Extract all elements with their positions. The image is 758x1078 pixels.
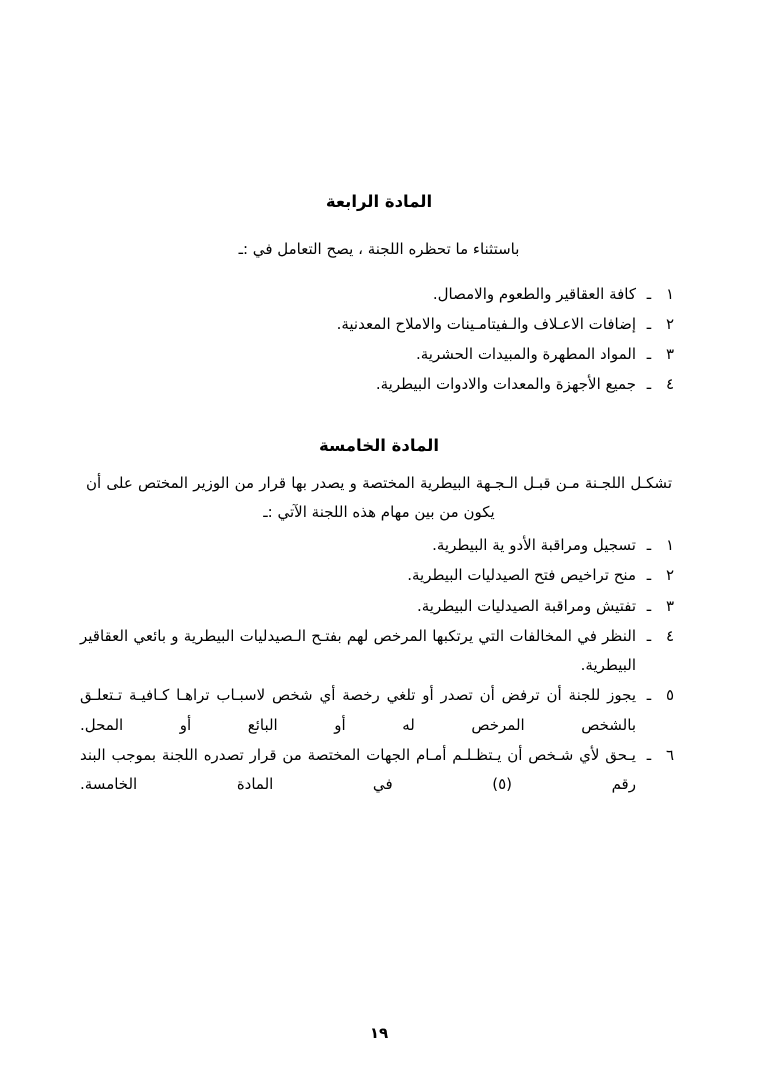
list-item-dash: ـ — [646, 626, 652, 645]
list-item — [80, 310, 678, 339]
list-item-number: ٢ — [665, 566, 675, 585]
list-item-dash: ـ — [646, 345, 652, 364]
list-item-number: ١ — [665, 536, 675, 555]
article-four-list — [80, 280, 678, 400]
list-item-dash: ـ — [646, 375, 652, 394]
list-item-dash: ـ — [646, 686, 652, 705]
article-four-intro: باستثناء ما تحظره اللجنة ، يصح التعامل في :ـ — [238, 240, 520, 259]
list-item-dash: ـ — [646, 314, 652, 333]
article-five-lead: تشكـل اللجـنة مـن قبـل الـجـهة البيطرية المختصة و يصدر بها قرار من الوزير المختص على أن يكون من بين مهام هذه اللجنة الآتي :ـ — [86, 473, 672, 521]
list-item-text: يـحق لأي شـخص أن يـتظـلـم أمـام الجهات المختصة من قرار تصدره اللجنة بموجب البند رقم (٥) في المادة الخامسة. — [80, 745, 636, 794]
list-item — [80, 592, 678, 621]
list-item-text: كافة العقاقير والطعوم والامصال. — [432, 284, 636, 303]
list-item-number: ٤ — [665, 626, 675, 645]
list-item — [80, 741, 678, 800]
list-item-number: ٤ — [665, 375, 675, 394]
list-item-dash: ـ — [646, 745, 652, 764]
list-item-dash: ـ — [646, 596, 652, 615]
list-item-number: ٣ — [665, 345, 675, 364]
list-item — [80, 280, 678, 309]
document-content — [80, 190, 678, 799]
list-item — [80, 531, 678, 560]
list-item-text: إضافات الاعـلاف والـفيتامـينات والاملاح المعدنية. — [336, 314, 636, 333]
list-item-text: تسجيل ومراقبة الأدو ية البيطرية. — [432, 536, 636, 555]
list-item — [80, 681, 678, 740]
list-item-text: تفتيش ومراقبة الصيدليات البيطرية. — [417, 596, 636, 615]
list-item-text: النظر في المخالفات التي يرتكبها المرخص لهم بفتـح الـصيدليات البيطرية و بائعي العقاقير البيطرية. — [80, 626, 636, 675]
list-item-dash: ـ — [646, 566, 652, 585]
list-item — [80, 340, 678, 369]
article-five-list — [80, 531, 678, 799]
list-item-number: ٦ — [665, 745, 675, 764]
list-item-dash: ـ — [646, 284, 652, 303]
list-item-number: ١ — [665, 284, 675, 303]
list-item-text: منح تراخيص فتح الصيدليات البيطرية. — [407, 566, 636, 585]
section-title-article-four: المادة الرابعة — [325, 192, 433, 211]
list-item — [80, 561, 678, 590]
list-item-number: ٣ — [665, 596, 675, 615]
section-title-article-five: المادة الخامسة — [318, 435, 439, 455]
list-item-text: يجوز للجنة أن ترفض أن تصدر أو تلغي رخصة أي شخص لاسبـاب تراهـا كـافيـة تـتعلـق بالشخص المرخص له أو البائع أو المحل. — [80, 686, 636, 734]
list-item-number: ٢ — [665, 314, 675, 333]
list-item-dash: ـ — [646, 536, 652, 555]
page-number: ١٩ — [369, 1024, 389, 1042]
list-item-text: المواد المطهرة والمبيدات الحشرية. — [415, 345, 636, 364]
list-item-number: ٥ — [665, 686, 675, 705]
list-item — [80, 622, 678, 681]
list-item-text: جميع الأجهزة والمعدات والادوات البيطرية. — [375, 375, 636, 394]
list-item — [80, 370, 678, 399]
